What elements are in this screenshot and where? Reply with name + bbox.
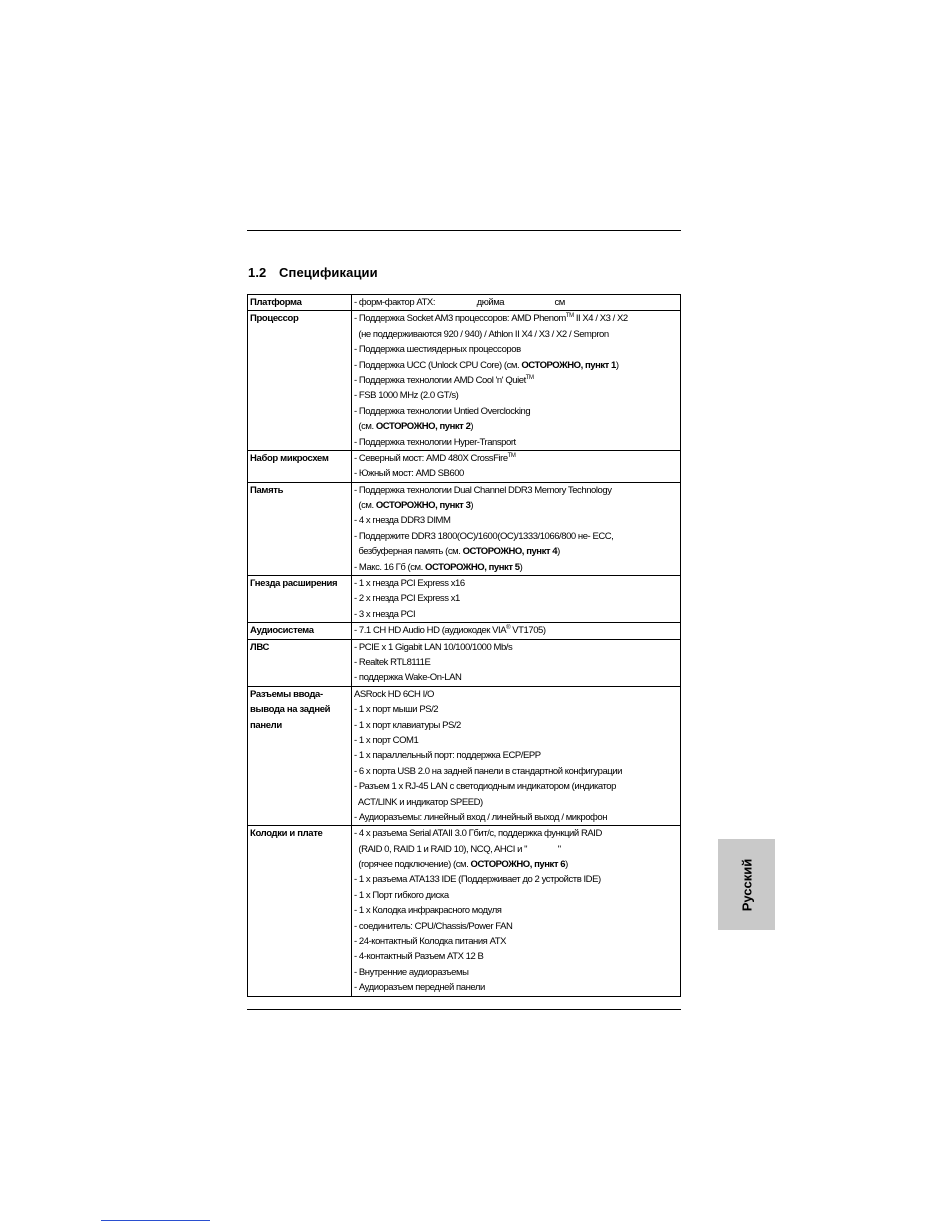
spec-line — [354, 702, 680, 717]
spec-text: II X4 / X3 / X2 — [573, 313, 628, 325]
spec-line — [354, 419, 680, 434]
spec-line — [354, 748, 680, 763]
spec-line — [354, 327, 680, 342]
spec-line — [354, 795, 680, 810]
spec-text: - Северный мост: AMD 480X CrossFire — [354, 452, 508, 464]
spec-text: - PCIE x 1 Gigabit LAN 10/100/1000 Mb/s — [354, 641, 513, 653]
spec-row — [248, 450, 681, 482]
spec-line — [354, 779, 680, 794]
caution-reference: ОСТОРОЖНО, пункт 3 — [375, 500, 471, 512]
spec-value — [352, 450, 681, 482]
spec-text: ) — [565, 859, 568, 871]
spec-line — [354, 576, 680, 591]
spec-line — [354, 498, 680, 513]
spec-text: - 24-контактный Колодка питания ATX — [354, 936, 506, 948]
spec-text: ACT/LINK и индикатор SPEED) — [354, 796, 483, 808]
spec-line — [354, 670, 680, 685]
spec-value — [352, 623, 681, 639]
spec-line — [354, 623, 680, 638]
spec-line — [354, 919, 680, 934]
spec-line — [354, 980, 680, 995]
caution-reference: ОСТОРОЖНО, пункт 5 — [425, 561, 520, 573]
spec-line — [354, 687, 680, 702]
language-side-tab — [718, 839, 775, 930]
spec-text: - Поддержка технологии AMD Cool 'n' Quiet — [354, 374, 526, 386]
spec-line — [354, 857, 680, 872]
trademark-mark: TM — [507, 452, 516, 459]
spec-text: (не поддерживаются 920 / 940) / Athlon II X4 / X3 / X2 / Sempron — [354, 328, 609, 340]
spec-line — [354, 934, 680, 949]
footer-underline — [101, 1220, 210, 1221]
spec-text: - Поддержка технологии Dual Channel DDR3 Memory Technology — [354, 484, 612, 496]
spec-text: - Поддержка технологии Hyper-Transport — [354, 436, 516, 448]
spec-text: - 6 x порта USB 2.0 на задней панели в стандартной конфигурации — [354, 765, 622, 777]
caution-reference: ОСТОРОЖНО, пункт 1 — [521, 359, 616, 371]
spec-line — [354, 388, 680, 403]
spec-line — [354, 607, 680, 622]
spec-text: - поддержка Wake-On-LAN — [354, 672, 462, 684]
spec-line — [354, 342, 680, 357]
spec-line — [354, 949, 680, 964]
spec-text: - 1 x гнезда PCI Express x16 — [354, 578, 465, 590]
section-heading — [248, 265, 378, 280]
spec-line — [354, 529, 680, 544]
spec-value — [352, 686, 681, 826]
spec-line — [354, 544, 680, 559]
section-number: 1.2 — [248, 265, 267, 280]
spec-text: - 3 x гнезда PCI — [354, 608, 416, 620]
spec-text: - Аудиоразъемы: линейный вход / линейный выход / микрофон — [354, 811, 608, 823]
spec-line — [354, 810, 680, 825]
spec-text: - 1 x порт мыши PS/2 — [354, 704, 439, 716]
spec-row — [248, 826, 681, 996]
spec-text: - Разъем 1 x RJ-45 LAN с светодиодным индикатором (индикатор — [354, 781, 616, 793]
spec-text: - 2 x гнезда PCI Express x1 — [354, 593, 460, 605]
spec-text: - Южный мост: AMD SB600 — [354, 468, 464, 480]
spec-label: ЛВС — [248, 639, 352, 686]
spec-text: - 1 x Порт гибкого диска — [354, 889, 449, 901]
spec-text: (см. — [354, 500, 376, 512]
spec-row — [248, 686, 681, 826]
caution-reference: ОСТОРОЖНО, пункт 4 — [462, 546, 558, 558]
spec-line — [354, 483, 680, 498]
spec-text: - 1 x разъема ATA133 IDE (Поддерживает до 2 устройств IDE) — [354, 874, 601, 886]
spec-label: Аудиосистема — [248, 623, 352, 639]
spec-text: - 1 x порт клавиатуры PS/2 — [354, 719, 461, 731]
spec-table — [247, 294, 681, 997]
spec-text: - соединитель: CPU/Chassis/Power FAN — [354, 920, 513, 932]
spec-line — [354, 466, 680, 481]
spec-label: Набор микросхем — [248, 450, 352, 482]
spec-text: - 1 x Колодка инфракрасного модуля — [354, 905, 502, 917]
spec-text: ) — [557, 546, 560, 558]
spec-line — [354, 373, 680, 388]
spec-text: - 1 x параллельный порт: поддержка ECP/EPP — [354, 750, 541, 762]
spec-label: Платформа — [248, 295, 352, 311]
spec-text: ) — [470, 500, 474, 512]
spec-line — [354, 965, 680, 980]
spec-line — [354, 404, 680, 419]
spec-text: - Аудиоразъем передней панели — [354, 982, 485, 994]
spec-row — [248, 623, 681, 639]
spec-text: - FSB 1000 MHz (2.0 GT/s) — [354, 390, 459, 402]
spec-line — [354, 872, 680, 887]
spec-text: (горячее подключение) (см. — [354, 859, 471, 871]
spec-line — [354, 295, 680, 310]
spec-line — [354, 718, 680, 733]
spec-table-body — [248, 295, 681, 997]
spec-text: - 4 x разъема Serial ATAII 3.0 Гбит/с, поддержка функций RAID — [354, 828, 602, 840]
trademark-mark: TM — [525, 374, 534, 381]
spec-line — [354, 640, 680, 655]
spec-line — [354, 311, 680, 326]
spec-label: Гнезда расширения — [248, 576, 352, 623]
spec-text: - Поддержка Socket AM3 процессоров: AMD Phenom — [354, 313, 566, 325]
spec-line — [354, 435, 680, 450]
spec-text: - 4 x гнезда DDR3 DIMM — [354, 515, 451, 527]
section-title: Спецификации — [279, 265, 378, 280]
spec-value — [352, 826, 681, 996]
trademark-mark: ® — [506, 625, 511, 632]
spec-line — [354, 888, 680, 903]
spec-line — [354, 764, 680, 779]
spec-text: (RAID 0, RAID 1 и RAID 10), NCQ, AHCI и " " — [354, 843, 561, 855]
top-rule — [247, 230, 681, 231]
spec-text: - 4-контактный Разъем ATX 12 В — [354, 951, 484, 963]
spec-line — [354, 358, 680, 373]
spec-row — [248, 576, 681, 623]
trademark-mark: TM — [565, 313, 574, 320]
spec-line — [354, 733, 680, 748]
spec-text: безбуферная память (см. — [354, 546, 463, 558]
spec-row — [248, 482, 681, 575]
spec-text: (см. — [354, 421, 376, 433]
spec-row — [248, 639, 681, 686]
spec-text: - Макс. 16 Гб (см. — [354, 561, 426, 573]
spec-text: VT1705) — [510, 625, 546, 637]
spec-row — [248, 295, 681, 311]
spec-text: - форм-фактор ATX: дюйма см — [354, 297, 565, 308]
spec-line — [354, 560, 680, 575]
spec-value — [352, 639, 681, 686]
spec-text: - Realtek RTL8111E — [354, 657, 431, 669]
spec-text: - Поддержка шестиядерных процессоров — [354, 344, 521, 356]
spec-label: Колодки и плате — [248, 826, 352, 996]
spec-text: - Поддержка технологии Untied Overclocking — [354, 405, 531, 417]
spec-line — [354, 513, 680, 528]
spec-text: - Внутренние аудиоразъемы — [354, 966, 469, 978]
spec-line — [354, 826, 680, 841]
bottom-rule — [247, 1009, 681, 1010]
spec-line — [354, 842, 680, 857]
caution-reference: ОСТОРОЖНО, пункт 2 — [375, 421, 471, 433]
spec-text: ) — [470, 421, 474, 433]
spec-value — [352, 295, 681, 311]
spec-row — [248, 311, 681, 451]
language-tab-label: Русский — [739, 858, 754, 911]
spec-line — [354, 591, 680, 606]
spec-text: - 7.1 CH HD Audio HD (аудиокодек VIA — [354, 625, 507, 637]
caution-reference: ОСТОРОЖНО, пункт 6 — [470, 859, 566, 871]
spec-text: ) — [519, 561, 523, 573]
spec-text: ) — [615, 359, 619, 371]
spec-text: ASRock HD 6CH I/O — [354, 688, 434, 700]
spec-label: Процессор — [248, 311, 352, 451]
spec-value — [352, 576, 681, 623]
spec-label: Память — [248, 482, 352, 575]
spec-line — [354, 655, 680, 670]
spec-text: - Поддержите DDR3 1800(OC)/1600(OC)/1333/1066/800 не- ECC, — [354, 530, 614, 542]
spec-line — [354, 451, 680, 466]
spec-line — [354, 903, 680, 918]
spec-text: - 1 x порт COM1 — [354, 734, 419, 746]
spec-text: - Поддержка UCC (Unlock CPU Core) (см. — [354, 359, 522, 371]
spec-value — [352, 482, 681, 575]
spec-value — [352, 311, 681, 451]
spec-label: Разъемы ввода-вывода на задней панели — [248, 686, 352, 826]
